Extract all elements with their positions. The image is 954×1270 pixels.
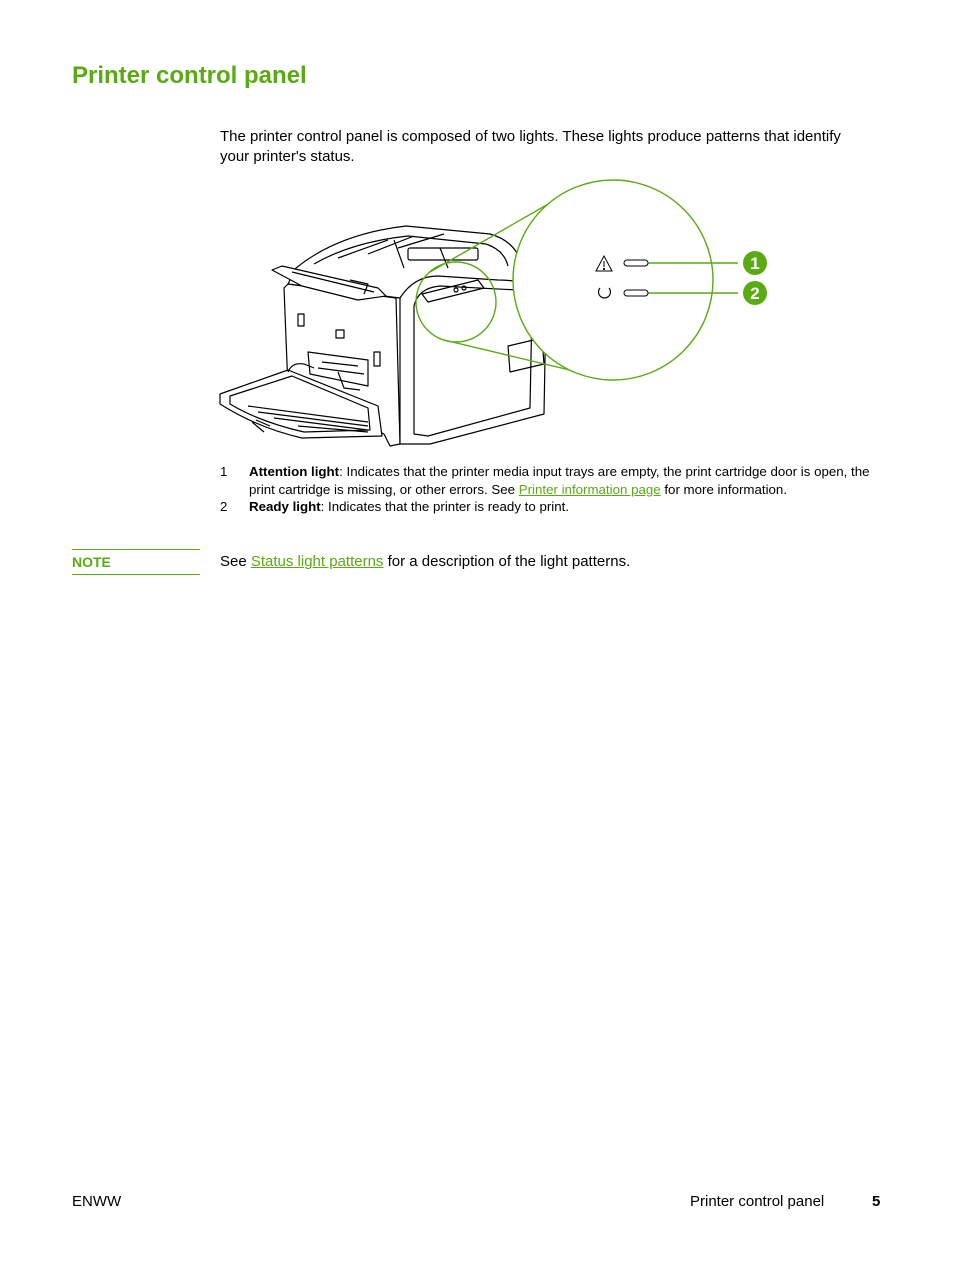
callout-item-1: [220, 463, 870, 498]
note-text: [220, 552, 860, 572]
intro-paragraph: The printer control panel is composed of two lights. These lights produce patterns that identify your printer's status.: [220, 128, 841, 165]
printer-figure: [218, 176, 778, 448]
callout-item-number: 1: [220, 464, 228, 479]
note-label: NOTE: [72, 554, 111, 570]
zoom-magnified-circle: [513, 180, 713, 380]
footer-left: ENWW: [72, 1193, 122, 1210]
callout-list: [220, 463, 870, 516]
note-divider-bottom: [72, 574, 200, 575]
printer-illustration: [218, 176, 778, 448]
note-text-before: See: [220, 553, 251, 570]
callout-number-2: 2: [750, 284, 760, 303]
callout-text: : Indicates that the printer is ready to print.: [320, 499, 570, 514]
callout-term: Attention light: [249, 464, 340, 479]
callout-item-2: [220, 498, 870, 516]
status-light-patterns-link[interactable]: Status light patterns: [250, 553, 384, 570]
callout-text: : Indicates that the printer media input trays are empty, the print cartridge door is open, the print cartridge is missing, or other errors. See: [249, 464, 870, 497]
callout-item-number: 2: [220, 499, 228, 514]
callout-badge-2: [743, 281, 767, 305]
footer-section: Printer control panel: [690, 1193, 825, 1210]
callout-badge-1: [743, 251, 767, 275]
callout-number-1: 1: [750, 254, 760, 273]
ready-led: [624, 290, 648, 296]
note-text-after: for a description of the light patterns.: [383, 553, 631, 570]
note-divider-top: [72, 549, 200, 550]
footer-page-number: 5: [872, 1193, 881, 1210]
callout-text: for more information.: [660, 481, 788, 497]
attention-led: [624, 260, 648, 266]
callout-term: Ready light: [249, 499, 321, 514]
page-title: Printer control panel: [72, 62, 307, 89]
printer-information-page-link[interactable]: Printer information page: [518, 481, 661, 497]
